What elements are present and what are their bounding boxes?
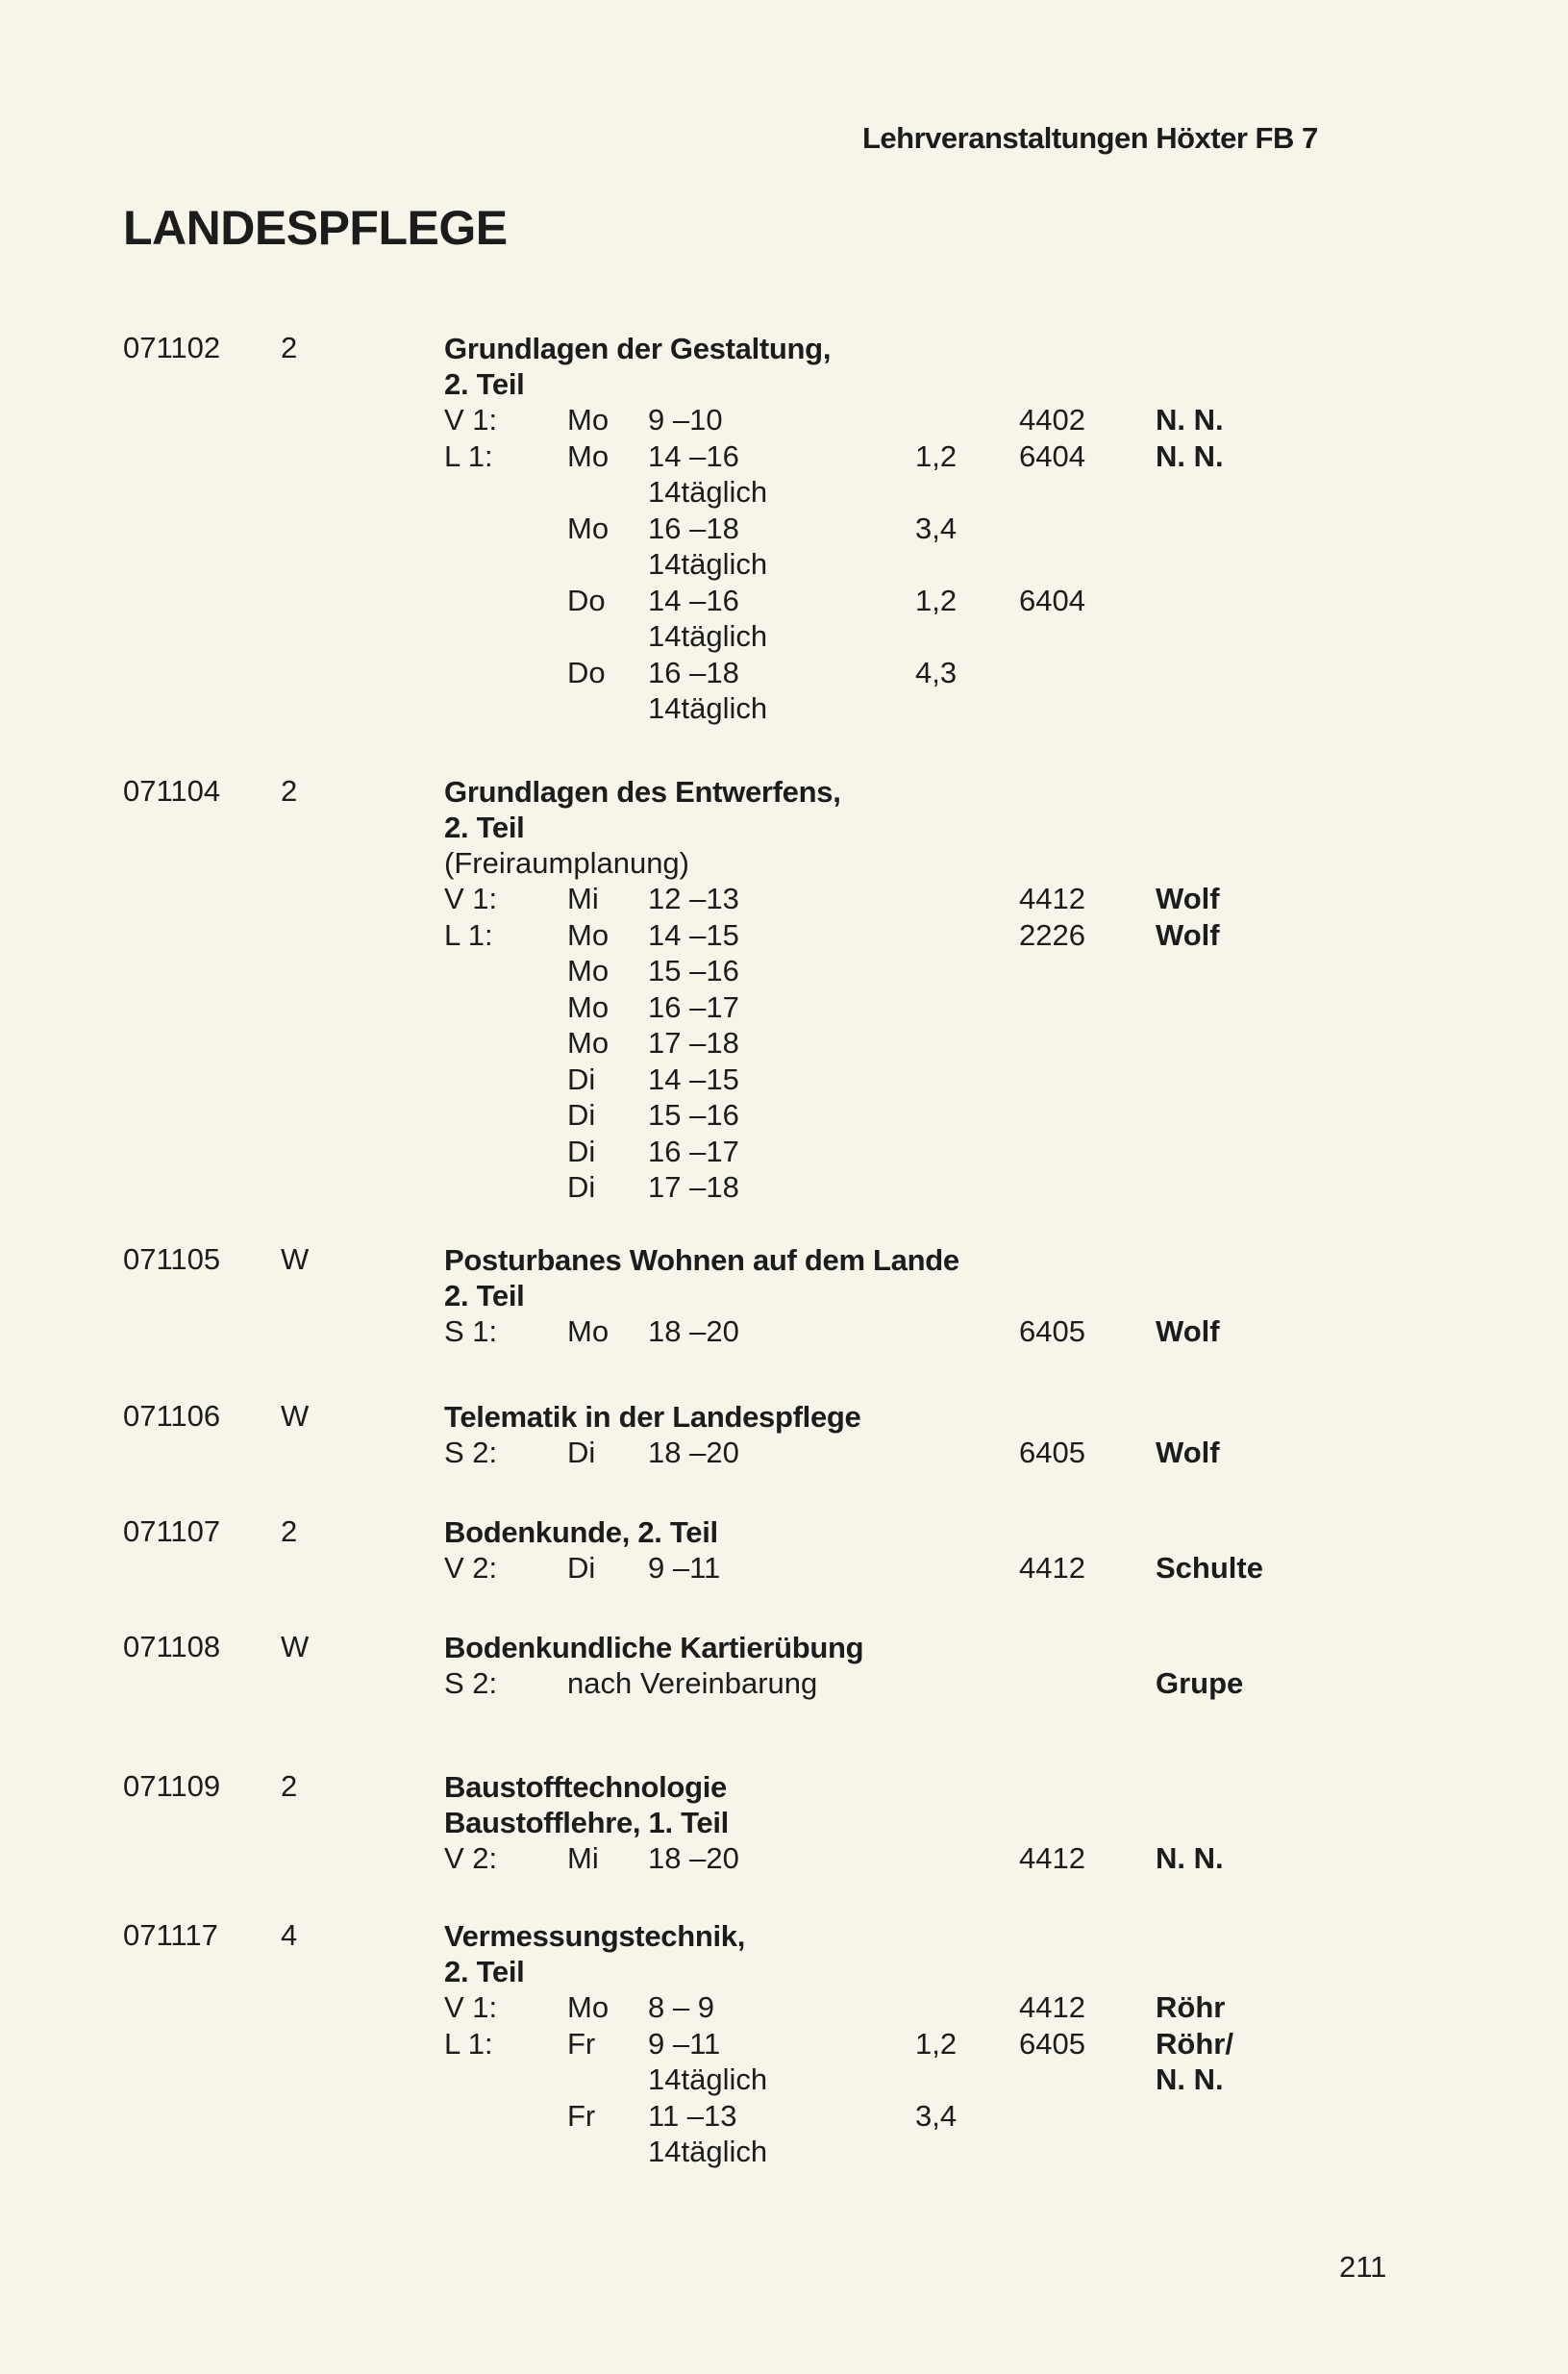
session-group: 1,2	[915, 438, 958, 473]
session-time: 9 –11	[648, 2026, 721, 2061]
session-time: 14 –16	[648, 438, 739, 473]
course-body	[444, 331, 1309, 727]
session-row	[444, 917, 1309, 954]
session-time: 17 –18	[648, 1170, 739, 1204]
session-row	[444, 511, 1309, 547]
session-lecturer: N. N.	[1156, 438, 1224, 473]
session-row	[444, 1062, 1309, 1098]
session-time: 8 – 9	[648, 1990, 714, 2024]
session-day: Mi	[567, 1841, 599, 1875]
session-time: 9 –10	[648, 403, 723, 437]
session-day: Mo	[567, 989, 610, 1024]
course-body	[444, 1918, 1309, 2170]
session-row	[444, 1435, 1309, 1471]
session-time: 18 –20	[648, 1314, 739, 1348]
session-day: Di	[567, 1134, 596, 1168]
session-type: V 2:	[444, 1841, 498, 1875]
session-time: 18 –20	[648, 1436, 739, 1469]
session-time: 14täglich	[648, 475, 768, 509]
course-body	[444, 1769, 1309, 1877]
course-title: Grundlagen des Entwerfens,	[444, 775, 841, 809]
session-time: 18 –20	[648, 1841, 739, 1875]
session-time: 14täglich	[648, 2062, 768, 2096]
course-hours: 2	[281, 774, 298, 808]
session-time: 15 –16	[648, 1098, 739, 1132]
session-type: S 2:	[444, 1436, 498, 1469]
course-title: 2. Teil	[444, 811, 525, 844]
session-time: 14täglich	[648, 619, 768, 653]
session-day: Di	[567, 1098, 596, 1132]
session-row	[444, 2062, 1309, 2098]
course-title: Bodenkundliche Kartierübung	[444, 1631, 864, 1664]
session-time: 14 –15	[648, 1062, 739, 1096]
session-day: Mo	[567, 511, 610, 545]
session-room: 4402	[1019, 403, 1085, 437]
session-row	[444, 1169, 1309, 1206]
session-day: Mo	[567, 403, 610, 437]
session-lecturer: Röhr	[1156, 1990, 1226, 2024]
session-room: 6405	[1019, 1436, 1085, 1469]
session-row	[444, 1989, 1309, 2026]
course-title: Posturbanes Wohnen auf dem Lande	[444, 1243, 959, 1277]
course-number: 071105	[123, 1242, 221, 1276]
course-hours: 2	[281, 331, 298, 364]
session-time: 14 –16	[648, 583, 739, 617]
session-time: 16 –17	[648, 989, 739, 1024]
course-number: 071109	[123, 1769, 221, 1803]
session-row	[444, 1134, 1309, 1170]
session-row	[444, 438, 1309, 475]
section-title: LANDESPFLEGE	[123, 201, 508, 255]
session-time: 17 –18	[648, 1026, 739, 1060]
session-row	[444, 2098, 1309, 2135]
session-type: S 1:	[444, 1314, 498, 1348]
session-group: 3,4	[915, 511, 958, 545]
course-body	[444, 774, 1309, 1206]
course-note: (Freiraumplanung)	[444, 846, 689, 880]
session-lecturer: Grupe	[1156, 1666, 1244, 1700]
course-hours: 4	[281, 1918, 298, 1952]
session-lecturer: Wolf	[1156, 917, 1220, 952]
session-day: Mi	[567, 882, 599, 915]
session-lecturer: N. N.	[1156, 1841, 1224, 1875]
session-time: 11 –13	[648, 2098, 737, 2133]
course-body	[444, 1399, 1309, 1471]
session-room: 2226	[1019, 917, 1085, 952]
course-number: 071107	[123, 1514, 221, 1548]
session-group: 3,4	[915, 2098, 958, 2133]
session-row	[444, 1313, 1309, 1350]
session-row	[444, 2134, 1309, 2170]
session-type: S 2:	[444, 1666, 498, 1700]
session-row	[444, 690, 1309, 727]
course-number: 071117	[123, 1918, 218, 1952]
session-row	[444, 402, 1309, 438]
session-group: 4,3	[915, 655, 958, 689]
course-title: Bodenkunde, 2. Teil	[444, 1515, 718, 1549]
session-group: 1,2	[915, 2026, 958, 2061]
session-lecturer: Wolf	[1156, 1436, 1220, 1469]
session-room: 4412	[1019, 1841, 1085, 1875]
session-day: Di	[567, 1551, 596, 1585]
session-time: 15 –16	[648, 954, 739, 987]
course-number: 071102	[123, 331, 221, 364]
course-hours: 2	[281, 1514, 298, 1548]
session-row	[444, 583, 1309, 619]
session-lecturer: N. N.	[1156, 403, 1224, 437]
course-number: 071106	[123, 1399, 221, 1433]
session-type: V 2:	[444, 1551, 498, 1585]
session-row	[444, 881, 1309, 917]
session-row	[444, 1840, 1309, 1877]
session-day: Do	[567, 583, 606, 617]
session-row	[444, 989, 1309, 1026]
session-day: nach Vereinbarung	[567, 1666, 818, 1700]
session-row	[444, 1025, 1309, 1062]
course-hours: W	[281, 1630, 310, 1663]
session-lecturer: Wolf	[1156, 1314, 1220, 1348]
session-day: Do	[567, 655, 606, 689]
session-lecturer: Röhr/	[1156, 2026, 1233, 2061]
session-time: 14täglich	[648, 691, 768, 725]
session-day: Di	[567, 1436, 596, 1469]
course-body	[444, 1242, 1309, 1350]
session-lecturer: Wolf	[1156, 882, 1220, 915]
course-hours: 2	[281, 1769, 298, 1803]
session-room: 4412	[1019, 1551, 1085, 1585]
session-room: 6405	[1019, 1314, 1085, 1348]
course-number: 071108	[123, 1630, 221, 1663]
session-row	[444, 546, 1309, 583]
course-title: 2. Teil	[444, 1955, 525, 1988]
course-title: 2. Teil	[444, 367, 525, 401]
session-row	[444, 1550, 1309, 1587]
session-row	[444, 1665, 1309, 1702]
session-lecturer: Schulte	[1156, 1551, 1263, 1585]
session-room: 4412	[1019, 1990, 1085, 2024]
session-time: 16 –18	[648, 511, 739, 545]
session-day: Mo	[567, 1314, 610, 1348]
course-hours: W	[281, 1242, 310, 1276]
course-title: Baustofflehre, 1. Teil	[444, 1806, 729, 1839]
session-day: Mo	[567, 954, 610, 987]
session-day: Mo	[567, 1026, 610, 1060]
session-time: 12 –13	[648, 882, 739, 915]
session-day: Mo	[567, 438, 610, 473]
session-room: 4412	[1019, 882, 1085, 915]
session-type: L 1:	[444, 2026, 493, 2061]
session-time: 16 –17	[648, 1134, 739, 1168]
course-hours: W	[281, 1399, 310, 1433]
session-type: L 1:	[444, 438, 493, 473]
course-title: Telematik in der Landespflege	[444, 1400, 861, 1434]
session-time: 14täglich	[648, 547, 768, 581]
course-body	[444, 1630, 1309, 1702]
running-header: Lehrveranstaltungen Höxter FB 7	[862, 121, 1318, 155]
session-day: Mo	[567, 1990, 610, 2024]
session-day: Fr	[567, 2026, 596, 2061]
session-row	[444, 1097, 1309, 1134]
session-row	[444, 2026, 1309, 2062]
course-title: Baustofftechnologie	[444, 1770, 727, 1804]
course-body	[444, 1514, 1309, 1587]
session-day: Mo	[567, 917, 610, 952]
session-row	[444, 953, 1309, 989]
page-number: 211	[1339, 2250, 1387, 2284]
session-room: 6404	[1019, 583, 1085, 617]
session-lecturer: N. N.	[1156, 2062, 1224, 2096]
session-row	[444, 474, 1309, 511]
course-title: 2. Teil	[444, 1279, 525, 1312]
session-type: V 1:	[444, 403, 498, 437]
session-type: L 1:	[444, 917, 493, 952]
session-time: 14 –15	[648, 917, 739, 952]
session-type: V 1:	[444, 1990, 498, 2024]
session-day: Di	[567, 1062, 596, 1096]
course-title: Vermessungstechnik,	[444, 1919, 746, 1953]
course-number: 071104	[123, 774, 221, 808]
session-time: 9 –11	[648, 1551, 721, 1585]
session-row	[444, 618, 1309, 655]
session-group: 1,2	[915, 583, 958, 617]
session-row	[444, 655, 1309, 691]
session-day: Di	[567, 1170, 596, 1204]
session-room: 6404	[1019, 438, 1085, 473]
course-title: Grundlagen der Gestaltung,	[444, 332, 832, 365]
session-day: Fr	[567, 2098, 596, 2133]
session-room: 6405	[1019, 2026, 1085, 2061]
session-type: V 1:	[444, 882, 498, 915]
session-time: 14täglich	[648, 2135, 768, 2168]
session-time: 16 –18	[648, 655, 739, 689]
